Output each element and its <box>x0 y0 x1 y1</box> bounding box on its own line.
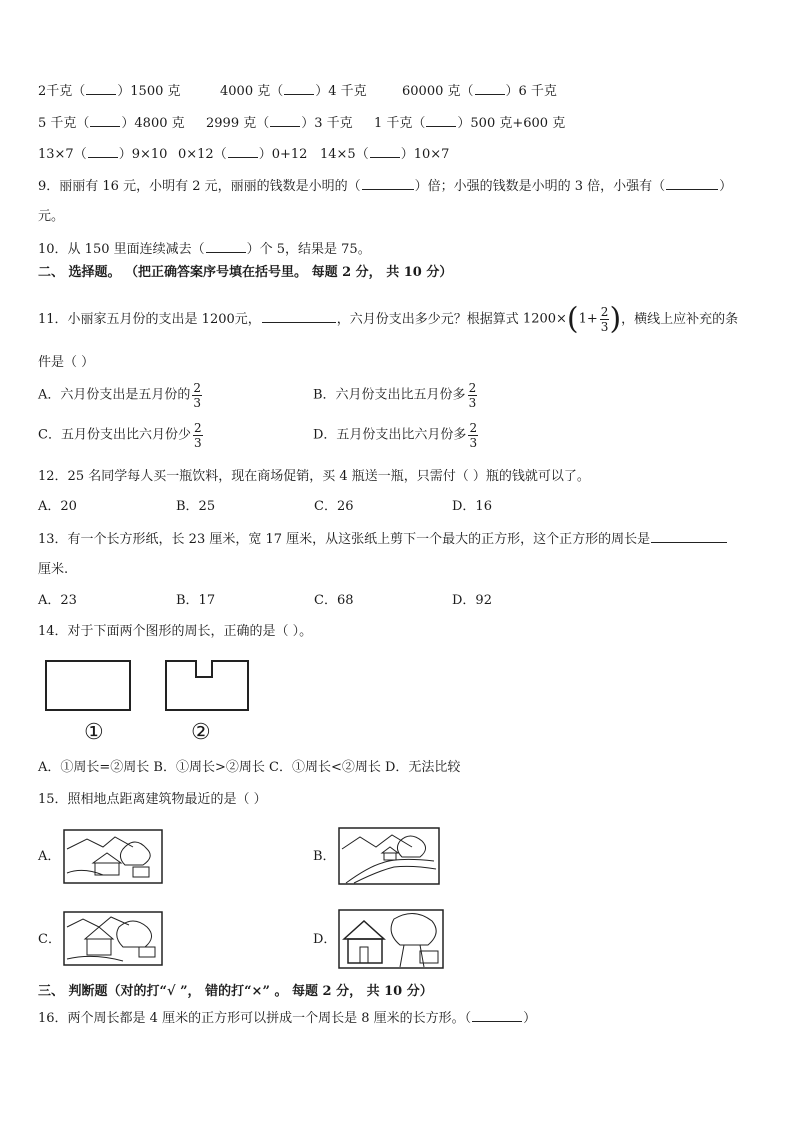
answer-blank[interactable] <box>284 82 314 95</box>
q12-option-a[interactable]: A．20 <box>38 499 77 514</box>
compare-item-3-1: 13×7（ ）9×10 <box>38 147 168 162</box>
q15-picture-b <box>338 827 440 885</box>
q11-option-a[interactable]: A．六月份支出是五月份的 $\frac{2}{3}$ <box>38 381 202 410</box>
compare-item-2-1: 5 千克（ ）4800 克 <box>38 116 185 131</box>
q11-option-c[interactable]: C．五月份支出比六月份少 $\frac{2}{3}$ <box>38 421 202 450</box>
answer-blank[interactable] <box>475 82 505 95</box>
q12-option-d[interactable]: D．16 <box>452 499 492 514</box>
formula: 1200×(1+ $\frac{2}{3}$ ) <box>522 301 622 337</box>
question-14: 14．对于下面两个图形的周长，正确的是（ ）。 <box>38 624 313 639</box>
question-16: 16．两个周长都是 4 厘米的正方形可以拼成一个周长是 8 厘米的长方形。（ ） <box>38 1011 537 1026</box>
answer-blank[interactable] <box>262 310 336 323</box>
question-11-line2: 件是（ ） <box>38 355 95 370</box>
answer-blank[interactable] <box>370 145 400 158</box>
answer-blank[interactable] <box>228 145 258 158</box>
figure-1-rectangle <box>46 661 130 710</box>
compare-item-2-2: 2999 克（ ）3 千克 <box>206 116 353 131</box>
question-13-line2: 厘米. <box>38 562 69 577</box>
compare-item-2-3: 1 千克（ ）500 克+600 克 <box>374 116 566 131</box>
q15-option-c[interactable]: C． <box>38 932 61 947</box>
q13-option-d[interactable]: D．92 <box>452 593 492 608</box>
question-10: 10．从 150 里面连续减去（ ）个 5，结果是 75。 <box>38 242 371 257</box>
question-15: 15．照相地点距离建筑物最近的是（ ） <box>38 792 267 807</box>
q12-option-b[interactable]: B．25 <box>176 499 216 514</box>
answer-blank[interactable] <box>90 114 120 127</box>
q15-option-b[interactable]: B． <box>313 849 336 864</box>
q15-option-a[interactable]: A． <box>38 849 61 864</box>
answer-blank[interactable] <box>88 145 118 158</box>
question-13: 13．有一个长方形纸，长 23 厘米，宽 17 厘米，从这张纸上剪下一个最大的正方形，这个正方形的周长是 <box>38 530 728 549</box>
figure-2-label: ② <box>191 720 211 745</box>
compare-item-3-3: 14×5（ ）10×7 <box>320 147 450 162</box>
question-9-line2: 元。 <box>38 209 65 224</box>
answer-blank[interactable] <box>651 530 727 543</box>
answer-blank[interactable] <box>472 1009 522 1022</box>
q13-option-a[interactable]: A．23 <box>38 593 77 608</box>
q11-option-b[interactable]: B．六月份支出比五月份多 $\frac{2}{3}$ <box>313 381 477 410</box>
q13-option-b[interactable]: B．17 <box>176 593 216 608</box>
perimeter-figures <box>38 655 268 750</box>
q14-options[interactable]: A．①周长=②周长 B．①周长>②周长 C．①周长<②周长 D．无法比较 <box>38 760 461 775</box>
figure-2-notched-rectangle <box>166 661 248 710</box>
answer-blank[interactable] <box>86 82 116 95</box>
answer-blank[interactable] <box>426 114 456 127</box>
question-9: 9．丽丽有 16 元，小明有 2 元，丽丽的钱数是小明的（ ）倍；小强的钱数是小明的 3 倍，小强有（ ） <box>38 179 733 194</box>
answer-blank[interactable] <box>206 240 246 253</box>
compare-item-3-2: 0×12（ ）0+12 <box>178 147 308 162</box>
figure-1-label: ① <box>84 720 104 745</box>
q15-picture-c <box>63 911 163 966</box>
answer-blank[interactable] <box>666 177 718 190</box>
q11-option-d[interactable]: D．五月份支出比六月份多 $\frac{2}{3}$ <box>313 421 478 450</box>
question-12: 12．25 名同学每人买一瓶饮料，现在商场促销，买 4 瓶送一瓶，只需付（ ）瓶的钱就可以了。 <box>38 469 590 484</box>
answer-blank[interactable] <box>362 177 414 190</box>
question-11: 11．小丽家五月份的支出是 1200元， ，六月份支出多少元？根据算式 1200×(1+ $\frac{2}{3}$ )，横线上应补充的条 <box>38 301 739 337</box>
q15-picture-a <box>63 829 163 884</box>
answer-blank[interactable] <box>270 114 300 127</box>
section-3-heading: 三、 判断题（对的打“√ ”， 错的打“×” 。 每题 2 分， 共 10 分） <box>38 984 433 999</box>
compare-item-1-3: 60000 克（ ）6 千克 <box>402 84 557 99</box>
q12-option-c[interactable]: C．26 <box>314 499 354 514</box>
compare-item-1-2: 4000 克（ ）4 千克 <box>220 84 367 99</box>
compare-item-1-1: 2千克（ ）1500 克 <box>38 84 181 99</box>
q15-option-d[interactable]: D． <box>313 932 337 947</box>
q15-picture-d <box>338 909 444 969</box>
section-2-heading: 二、 选择题。 （把正确答案序号填在括号里。 每题 2 分， 共 10 分） <box>38 265 453 280</box>
q13-option-c[interactable]: C．68 <box>314 593 354 608</box>
